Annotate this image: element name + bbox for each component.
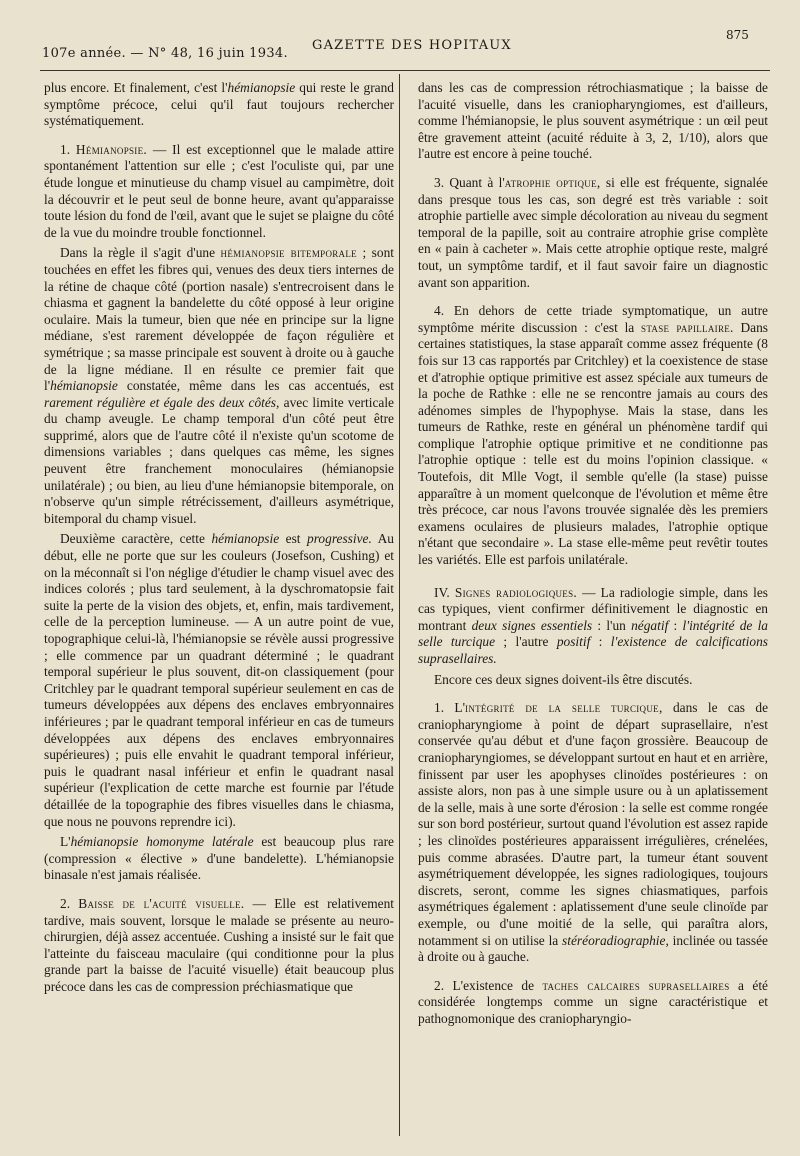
paragraph bbox=[44, 531, 394, 830]
paragraph bbox=[44, 896, 394, 996]
paragraph bbox=[418, 80, 768, 163]
text-run: est beaucoup plus rare (compression « élective » d'une bandelette). L'hémianopsie binasale n'est jamais réalisée. bbox=[44, 834, 394, 883]
small-caps-run: Baisse de l'acuité visuelle. bbox=[78, 895, 245, 911]
small-caps-run: stase papillaire. bbox=[641, 319, 734, 335]
small-caps-run: Signes radiologiques. bbox=[454, 584, 578, 600]
text-run: est bbox=[279, 531, 308, 547]
italic-run: hémianopsie bbox=[211, 531, 280, 547]
text-run: dans les cas de compression rétrochiasmatique ; la baisse de l'acuité visuelle, dans les craniopharyngiomes, est d'ailleurs, comme l'hémianopsie, le plus souvent asymétrique : un œil peut être gravement atteint (acuité réduite à 3, 2, 1/10), alors que l'autre est encore à peine touché. bbox=[418, 80, 768, 162]
text-run: : l'un bbox=[592, 617, 632, 633]
paragraph bbox=[44, 245, 394, 527]
text-run: 1. bbox=[60, 141, 76, 157]
right-column bbox=[418, 80, 768, 1140]
text-run: : bbox=[668, 617, 683, 633]
italic-run: rarement régulière et égale des deux côtés, bbox=[44, 394, 280, 410]
text-run: dans le cas de craniopharyngiome à point de départ suprasellaire, n'est conservée qu'au début et d'une façon grossière. Beaucoup de craniopharyngiomes, se développant surtout en haut et en arrière, finissent par user les apophyses clinoïdes postérieures : on assiste alors, non pas à une simple usure ou à un aplatissement de la selle, mais à une sorte d'érosion : la selle est comme rongée sur son bord postérieur, surtout quand l'évolution est assez rapide ; les clinoïdes postérieures apparaissent irrégulières, crénelées, puis comme abrasées. D'autre part, la tumeur étant souvent asymétriquement développée, les signes radiologiques, toujours discrets, seront, comme les signes chiasmatiques, parfois asymétriques également : aplatissement d'une seule clinoïde par exemple, ou d'une moitié de la selle, qui paraîtra alors, notamment si on utilise la bbox=[418, 700, 768, 948]
text-run: 2. bbox=[60, 895, 79, 911]
text-run: — Elle est relativement tardive, mais souvent, lorsque le malade se présente au neuro-chirurgien, déjà assez accentuée. Cushing a insisté sur le fait que l'atteinte du faisceau maculaire (qui conditionne pour la plus grande part la baisse de l'acuité visuelle) était beaucoup plus précoce dans les cas de compression préchiasmatique que bbox=[44, 895, 394, 994]
text-run: Dans certaines statistiques, la stase apparaît comme assez fréquente (8 fois sur 13 cas rapportés par Critchley) et la coexistence de stase et d'atrophie optique primitive est assez spéciale aux tumeurs de la poche de Rathke : elle ne se rencontre jamais au cours des adénomes simples de l'hypophyse. Mais la stase, dans les tumeurs de Rathke, reste en général un phénomène tardif qui complique l'atrophie optique primitive et ne conditionne pas l'atrophie optique : telle est du moins l'opinion classique. « Toutefois, dit Mlle Vogt, il semble qu'elle (la stase) puisse apparaître à un moment quelconque de l'évolution et même être très précoce, car nous l'avons trouvée signalée dès les premiers examens oculaires de plusieurs malades, l'atrophie optique n'étant que secondaire ». La stase elle-même peut revêtir toutes les variétés. Elle est parfois unilatérale. bbox=[418, 319, 768, 568]
text-run: ; l'autre bbox=[495, 634, 557, 650]
italic-run: hémianopsie homonyme latérale bbox=[70, 834, 254, 850]
paragraph bbox=[418, 700, 768, 966]
paragraph bbox=[44, 142, 394, 242]
paragraph bbox=[418, 978, 768, 1028]
text-run: inclinée ou tassée à droite ou à gauche. bbox=[418, 932, 768, 965]
text-run: Au début, elle ne porte que sur les couleurs (Josefson, Cushing) et on la méconnaît si l'on néglige d'étudier le champ visuel avec des indices colorés ; plus tard seulement, à la dyschromatopsie fait suite la perte de la vision des objets, et, enfin, mais tardivement, celle de la perception lumineuse. — A un autre point de vue, topographique celui-là, l'hémianopsie se révèle aussi progressive ; elle commence par un quadrant déterminé ; le quadrant temporal supérieur le plus souvent, dit-on classiquement (pour Critchley par le quadrant temporal supérieur seulement en cas de tumeurs développées aux dépens des enclaves embryonnaires inférieures ; par le quadrant temporal inférieur en cas de tumeurs développées aux dépens des enclaves embryonnaires supérieures) ; puis elle envahit le quadrant temporal inférieur, puis le quadrant nasal inférieur et enfin le quadrant nasal supérieur (l'explication de cette marche est fournie par l'étude détaillée de la topographie des fibres visuelles dans le chiasma, que nous ne pouvons reprendre ici). bbox=[44, 531, 394, 829]
text-run: Dans la règle il s'agit d'une bbox=[60, 245, 221, 261]
left-column bbox=[44, 80, 394, 1140]
text-run: 1. L' bbox=[434, 700, 466, 716]
paragraph bbox=[418, 585, 768, 668]
italic-run: l'existence de calcifications suprasellaires. bbox=[418, 634, 768, 666]
italic-run: l'intégrité de la selle turcique bbox=[418, 617, 768, 650]
issue-line: 107e année. — N° 48, 16 juin 1934. bbox=[42, 46, 288, 61]
paragraph bbox=[418, 303, 768, 569]
text-run: a été considérée longtemps comme un signe caractéristique et pathognomonique des craniopharyngio- bbox=[418, 977, 768, 1026]
italic-run: stéréoradiographie, bbox=[562, 932, 669, 948]
text-run: 2. L'existence de bbox=[434, 977, 543, 993]
text-run: plus encore. Et finalement, c'est l' bbox=[44, 80, 228, 95]
page-number: 875 bbox=[726, 28, 749, 42]
small-caps-run: atrophie optique, bbox=[504, 174, 601, 190]
text-run: — Il est exceptionnel que le malade attire spontanément l'attention sur elle ; c'est l'oculiste qui, par une étude longue et minutieuse du champ visuel au campimètre, doit la découvrir et le peut seul de bonne heure, avant qu'apparaisse toute lésion du fond de l'œil, avant que le sujet se plaigne du côté de la vue du moindre trouble fonctionnel. bbox=[44, 141, 394, 240]
text-run: ; sont touchées en effet les fibres qui, venues des deux tiers internes de la rétine de chaque côté (portion nasale) s'entrecroisent dans le chiasma et gagnent la bandelette du côté opposé à leur origine oculaire. Mais la tumeur, bien que née en principe sur la ligne médiane, s'est rarement développée de façon régulière et symétrique ; sa masse principale est souvent à droite ou à gauche de la ligne médiane. Il en résulte ce premier fait que l' bbox=[44, 245, 394, 394]
italic-run: progressive. bbox=[307, 531, 372, 547]
column-divider bbox=[399, 74, 400, 1136]
italic-run: deux signes essentiels bbox=[471, 617, 593, 633]
text-run: constatée, même dans les cas accentués, est bbox=[117, 378, 394, 394]
small-caps-run: intégrité de la selle turcique, bbox=[465, 700, 663, 716]
text-run: — La radiologie simple, dans les cas typiques, vient confirmer définitivement le diagnostic en montrant bbox=[418, 584, 768, 633]
text-run: qui reste le grand symptôme précoce, celui qu'il faut toujours rechercher systématiquement. bbox=[44, 80, 394, 129]
text-run: Encore ces deux signes doivent-ils être discutés. bbox=[434, 671, 693, 687]
journal-title: GAZETTE DES HOPITAUX bbox=[312, 38, 512, 53]
text-run: L' bbox=[60, 834, 71, 850]
page-header bbox=[0, 0, 800, 70]
italic-run: hémianopsie bbox=[50, 378, 118, 394]
italic-run: négatif bbox=[631, 617, 669, 633]
italic-run: positif bbox=[556, 634, 591, 650]
header-rule bbox=[40, 70, 770, 71]
paragraph bbox=[418, 175, 768, 291]
small-caps-run: taches calcaires suprasellaires bbox=[542, 977, 730, 993]
text-run: IV. bbox=[434, 584, 455, 600]
text-run: Deuxième caractère, cette bbox=[60, 531, 212, 547]
text-run: : bbox=[590, 634, 611, 650]
text-run: si elle est fréquente, signalée dans presque tous les cas, son degré est très variable : soit atrophie partielle avec simple décoloration au niveau du segment temporal de la papille, soit au contraire atrophie grise complète en « pain à cacheter ». Mais cette atrophie optique reste, malgré tout, un symptôme tardif, et il faut savoir faire un diagnostic avant son apparition. bbox=[418, 174, 768, 290]
small-caps-run: hémianopsie bitemporale bbox=[220, 245, 357, 261]
text-run: 3. Quant à l' bbox=[434, 174, 505, 190]
small-caps-run: Hémianopsie. bbox=[75, 141, 148, 157]
paragraph bbox=[44, 80, 394, 130]
paragraph bbox=[44, 834, 394, 884]
paragraph bbox=[418, 672, 768, 689]
text-run: avec limite verticale du champ aveugle. Le champ temporal d'un côté peut être supprimé, alors que de l'autre côté il n'existe qu'un scotome de dimensions variables ; dans quelques cas même, les signes peuvent être franchement monoculaires (hémianopsie unilatérale) ; ou bien, au lieu d'une hémianopsie bitemporale, on n'observe qu'un simple rétrécissement, d'ailleurs asymétrique, bitemporal du champ visuel. bbox=[44, 394, 394, 526]
italic-run: hémianopsie bbox=[227, 80, 296, 95]
text-run: 4. En dehors de cette triade symptomatique, un autre symptôme mérite discussion : c'est la bbox=[418, 303, 768, 335]
